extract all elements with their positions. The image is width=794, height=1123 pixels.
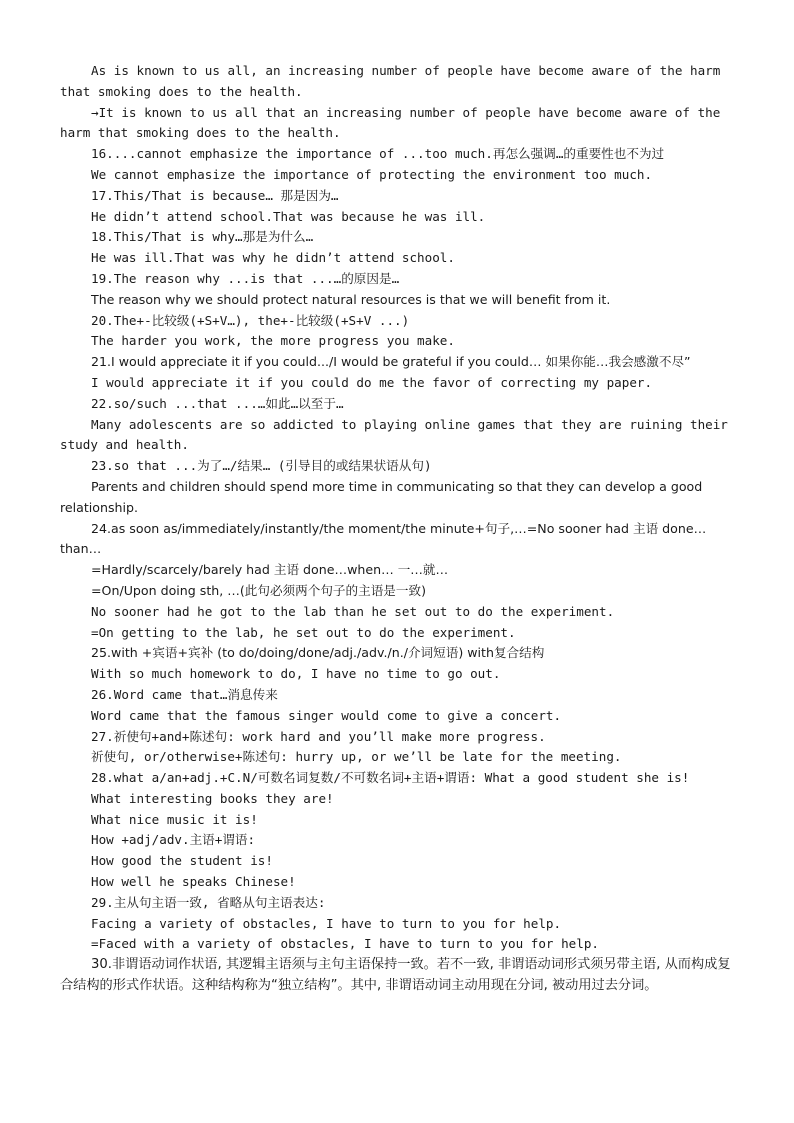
example-sentence: What nice music it is! <box>91 811 258 827</box>
example-sentence: →It is known to us all that an increasing number of people have become aware of the harm that smoking does to the health. <box>60 104 721 141</box>
example-sentence: Facing a variety of obstacles, I have to turn to you for help. <box>91 915 562 931</box>
pattern-heading: 25.with +宾语+宾补 (to do/doing/done/adj./adv./n./介词短语) with复合结构 <box>91 645 545 661</box>
pattern-heading: =Hardly/scarcely/barely had 主语 done…when… 一…就… <box>91 562 449 578</box>
pattern-heading: 16....cannot emphasize the importance of ...too much.再怎么强调…的重要性也不为过 <box>91 146 665 162</box>
example-sentence: As is known to us all, an increasing number of people have become aware of the harm that smoking does to the health. <box>60 63 721 99</box>
example-sentence: He was ill.That was why he didn’t attend school. <box>91 250 455 266</box>
example-sentence: How well he speaks Chinese! <box>91 874 296 890</box>
pattern-heading: 23.so that ...为了…/结果… (引导目的或结果状语从句) <box>91 458 432 474</box>
example-sentence: I would appreciate it if you could do me the favor of correcting my paper. <box>91 374 653 390</box>
example-sentence: How good the student is! <box>91 853 273 869</box>
example-sentence: Parents and children should spend more time in communicating so that they can develop a good relationship. <box>60 478 703 515</box>
example-sentence: Many adolescents are so addicted to playing online games that they are ruining their study and health. <box>60 416 728 453</box>
pattern-heading: 29.主从句主语一致, 省略从句主语表达: <box>91 894 326 910</box>
pattern-heading: =On/Upon doing sth, …(此句必须两个句子的主语是一致) <box>91 582 426 598</box>
pattern-heading: 22.so/such ...that ...…如此…以至于… <box>91 395 344 411</box>
pattern-heading: 20.The+-比较级(+S+V…), the+-比较级(+S+V ...) <box>91 312 410 328</box>
example-sentence: The harder you work, the more progress you make. <box>91 333 455 349</box>
pattern-heading: 26.Word came that…消息传来 <box>91 686 278 702</box>
example-sentence: Word came that the famous singer would come to give a concert. <box>91 707 562 723</box>
pattern-heading: 27.祈使句+and+陈述句: work hard and you’ll make more progress. <box>91 728 546 744</box>
pattern-heading: 28.what a/an+adj.+C.N/可数名词复数/不可数名词+主语+谓语: What a good student she is! <box>91 770 690 786</box>
document-page <box>60 61 735 997</box>
example-sentence: =On getting to the lab, he set out to do the experiment. <box>91 624 516 640</box>
pattern-heading: 30.非谓语动词作状语, 其逻辑主语须与主句主语保持一致。若不一致, 非谓语动词形式须另带主语, 从而构成复合结构的形式作状语。这种结构称为“独立结构”。其中, 非谓语动词主动用现在分词, 被动用过去分词。 <box>60 957 731 994</box>
pattern-heading: How +adj/adv.主语+谓语: <box>91 832 256 848</box>
example-sentence: We cannot emphasize the importance of protecting the environment too much. <box>91 166 653 182</box>
example-sentence: He didn’t attend school.That was because he was ill. <box>91 208 486 224</box>
pattern-heading: 19.The reason why ...is that ...…的原因是… <box>91 270 400 286</box>
example-sentence: What interesting books they are! <box>91 790 334 806</box>
pattern-heading: 祈使句, or/otherwise+陈述句: hurry up, or we’ll be late for the meeting. <box>91 749 622 765</box>
pattern-heading: 18.This/That is why…那是为什么… <box>91 229 314 245</box>
example-sentence: The reason why we should protect natural resources is that we will benefit from it. <box>91 291 611 307</box>
example-sentence: With so much homework to do, I have no time to go out. <box>91 666 501 682</box>
pattern-heading: 21.I would appreciate it if you could.../I would be grateful if you could… 如果你能…我会感激不尽” <box>91 354 691 370</box>
example-sentence: =Faced with a variety of obstacles, I have to turn to you for help. <box>91 936 599 952</box>
example-sentence: No sooner had he got to the lab than he set out to do the experiment. <box>91 603 615 619</box>
pattern-heading: 24.as soon as/immediately/instantly/the moment/the minute+句子,…=No sooner had 主语 done… than… <box>60 520 707 557</box>
pattern-heading: 17.This/That is because… 那是因为… <box>91 187 339 203</box>
